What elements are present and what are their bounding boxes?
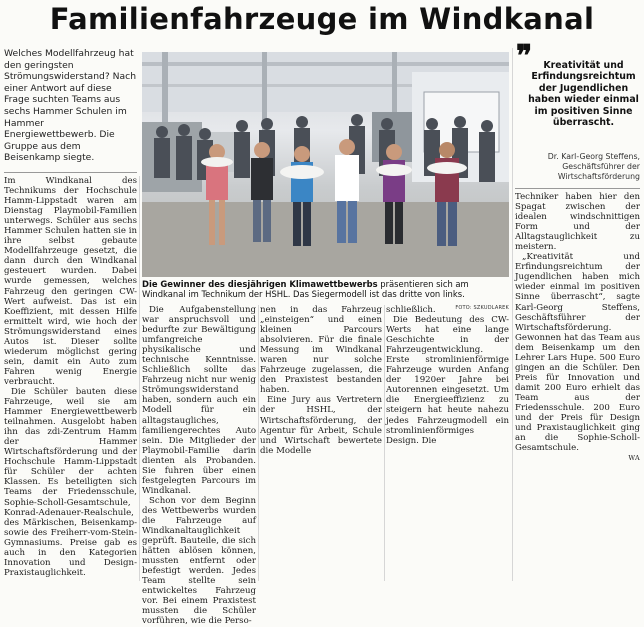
paragraph: schließlich. bbox=[386, 305, 436, 315]
headline: Familienfahrzeuge im Windkanal bbox=[49, 2, 595, 36]
paragraph: Die Bedeutung des CW-Werts hat eine lange Geschichte in der Fahrzeugentwicklung. Erste stromlinienförmige Fahrzeuge wurden Anfang der 1920er Jahre bei Autorennen eingesetzt. Um die Energieeffizienz zu steigern hat heute nahezu jedes Fahrzeugmodell ein stromlinienförmiges Design. Die bbox=[386, 315, 509, 446]
column-divider bbox=[258, 305, 259, 581]
caption-text: präsentieren sich am Windkanal im Technikum der HSHL. Das Siegermodell ist das dritte von links. bbox=[142, 279, 469, 300]
paragraph: Im Windkanal des Technikums der Hochschule Hamm-Lippstadt waren am Dienstag Playmobil-Familien unterwegs. Schüler aus sechs Hammer Schulen hatten sie in ihre selbst gebaute Modellfahrzeuge gesetzt, die dann durch den Windkanal gesteuert wurden. Dabei wurde gemessen, welches Fahrzeug den geringen CW-Wert aufweist. Das ist ein Koeffizient, mit dessen Hilfe ermittelt wird, wie hoch der Strömungswiderstand eines Autos ist. Dieser sollte wiederum möglichst gering sein, damit ein Auto zum Fahren wenig Energie verbraucht. bbox=[4, 176, 137, 387]
article-column-2 bbox=[142, 305, 256, 627]
paragraph: Eine Jury aus Vertretern der HSHL, der Wirtschaftsförderung, der Agentur für Arbeit, Schule und Wirtschaft bewertete die Modelle bbox=[260, 395, 382, 456]
paragraph: Die Aufgabenstellung war anspruchsvoll und bedurfte zur Bewältigung umfangreiche physikalische und technische Kenntnisse. Schließlich sollte das Fahrzeug nicht nur wenig Strömungswiderstand haben, sondern auch ein Modell für ein alltagstaugliches, familiengerechtes Auto sein. Die Mitglieder der Playmobil-Familie darin dienten als Probanden. Sie fuhren über einen festgelegten Parcours im Windkanal. bbox=[142, 305, 256, 496]
paragraph: „Kreativität und Erfindungsreichtum der Jugendlichen haben mich wieder einmal im positiven Sinne überrascht“, sagte Karl-Georg Steffens, Geschäftsführer der Wirtschaftsförderung. Gewonnen hat das Team aus dem Beisenkamp um den Lehrer Lars Hupe. 500 Euro gingen an die Schüler. Den Preis für Innovation und damit 200 Euro erhielt das Team aus der Friedensschule. 200 Euro und der Preis für Design und Praxistauglichkeit ging an die Sophie-Scholl-Gesamtschule. bbox=[515, 252, 640, 454]
column-divider bbox=[384, 305, 385, 581]
teaser-divider bbox=[4, 172, 137, 173]
paragraph: nen in das Fahrzeug „einsteigen“ und einen kleinen Parcours absolvieren. Für die finale Messung im Windkanal waren nur solche Fahrzeuge zugelassen, die den Praxistest bestanden haben. bbox=[260, 305, 382, 396]
group-photo-illustration bbox=[142, 52, 509, 277]
quote-source: Dr. Karl-Georg Steffens, Geschäftsführer der Wirtschaftsförderung bbox=[547, 152, 640, 181]
author-abbreviation: WA bbox=[628, 454, 640, 463]
article-column-1 bbox=[4, 176, 137, 578]
article-column-5 bbox=[515, 192, 640, 463]
paragraph: Techniker haben hier den Spagat zwischen der idealen windschnittigen Form und der Alltagstauglichkeit zu meistern. bbox=[515, 192, 640, 253]
paragraph: Die Schüler bauten diese Fahrzeuge, weil sie am Hammer Energiewettbewerb teilnahmen. Ausgelobt haben ihn das zdi-Zentrum Hamm der Hammer Wirtschaftsförderung und der Hochschule Hamm-Lippstadt für Schüler der achten Klassen. Es beteiligten sich Teams der Friedensschule, Sophie-Scholl-Gesamtschule, Konrad-Adenauer-Realschule, des Märkischen, Beisenkamp- sowie des Freiherr-vom-Stein-Gymnasiums. Preise gab es auch in den Kategorien Innovation und Design-Praxistauglichkeit. bbox=[4, 386, 137, 578]
column-divider bbox=[139, 176, 140, 581]
paragraph: Schon vor dem Beginn des Wettbewerbs wurden die Fahrzeuge auf Windkanaltauglichkeit geprüft. Bauteile, die sich hätten ablösen können, mussten entfernt oder befestigt werden. Jedes Team stellte sein entwickeltes Fahrzeug vor. Bei einem Praxistest mussten die Schüler vorführen, wie die Perso- bbox=[142, 495, 256, 627]
article-column-4 bbox=[386, 305, 509, 446]
article-column-3 bbox=[260, 305, 382, 456]
pull-quote: Kreativität und Erfindungsreichtum der Jugendlichen haben wieder einmal im positiven Sinne überrascht. bbox=[528, 60, 639, 129]
quote-divider bbox=[515, 188, 640, 189]
article-photo bbox=[142, 52, 509, 277]
caption-lead: Die Gewinner des diesjährigen Klimawettbewerbs bbox=[142, 279, 378, 289]
quote-icon: ❞ bbox=[516, 39, 533, 74]
photo-credit: FOTO: SZKUDLAREK bbox=[455, 305, 509, 312]
teaser: Welches Modellfahrzeug hat den geringsten Strömungswiderstand? Nach einer Antwort auf diese Frage suchten Teams aus sechs Hammer Schulen im Hammer Energiewettbewerb. Die Gruppe aus dem Beisenkamp siegte. bbox=[4, 48, 137, 164]
column-divider bbox=[512, 48, 513, 581]
